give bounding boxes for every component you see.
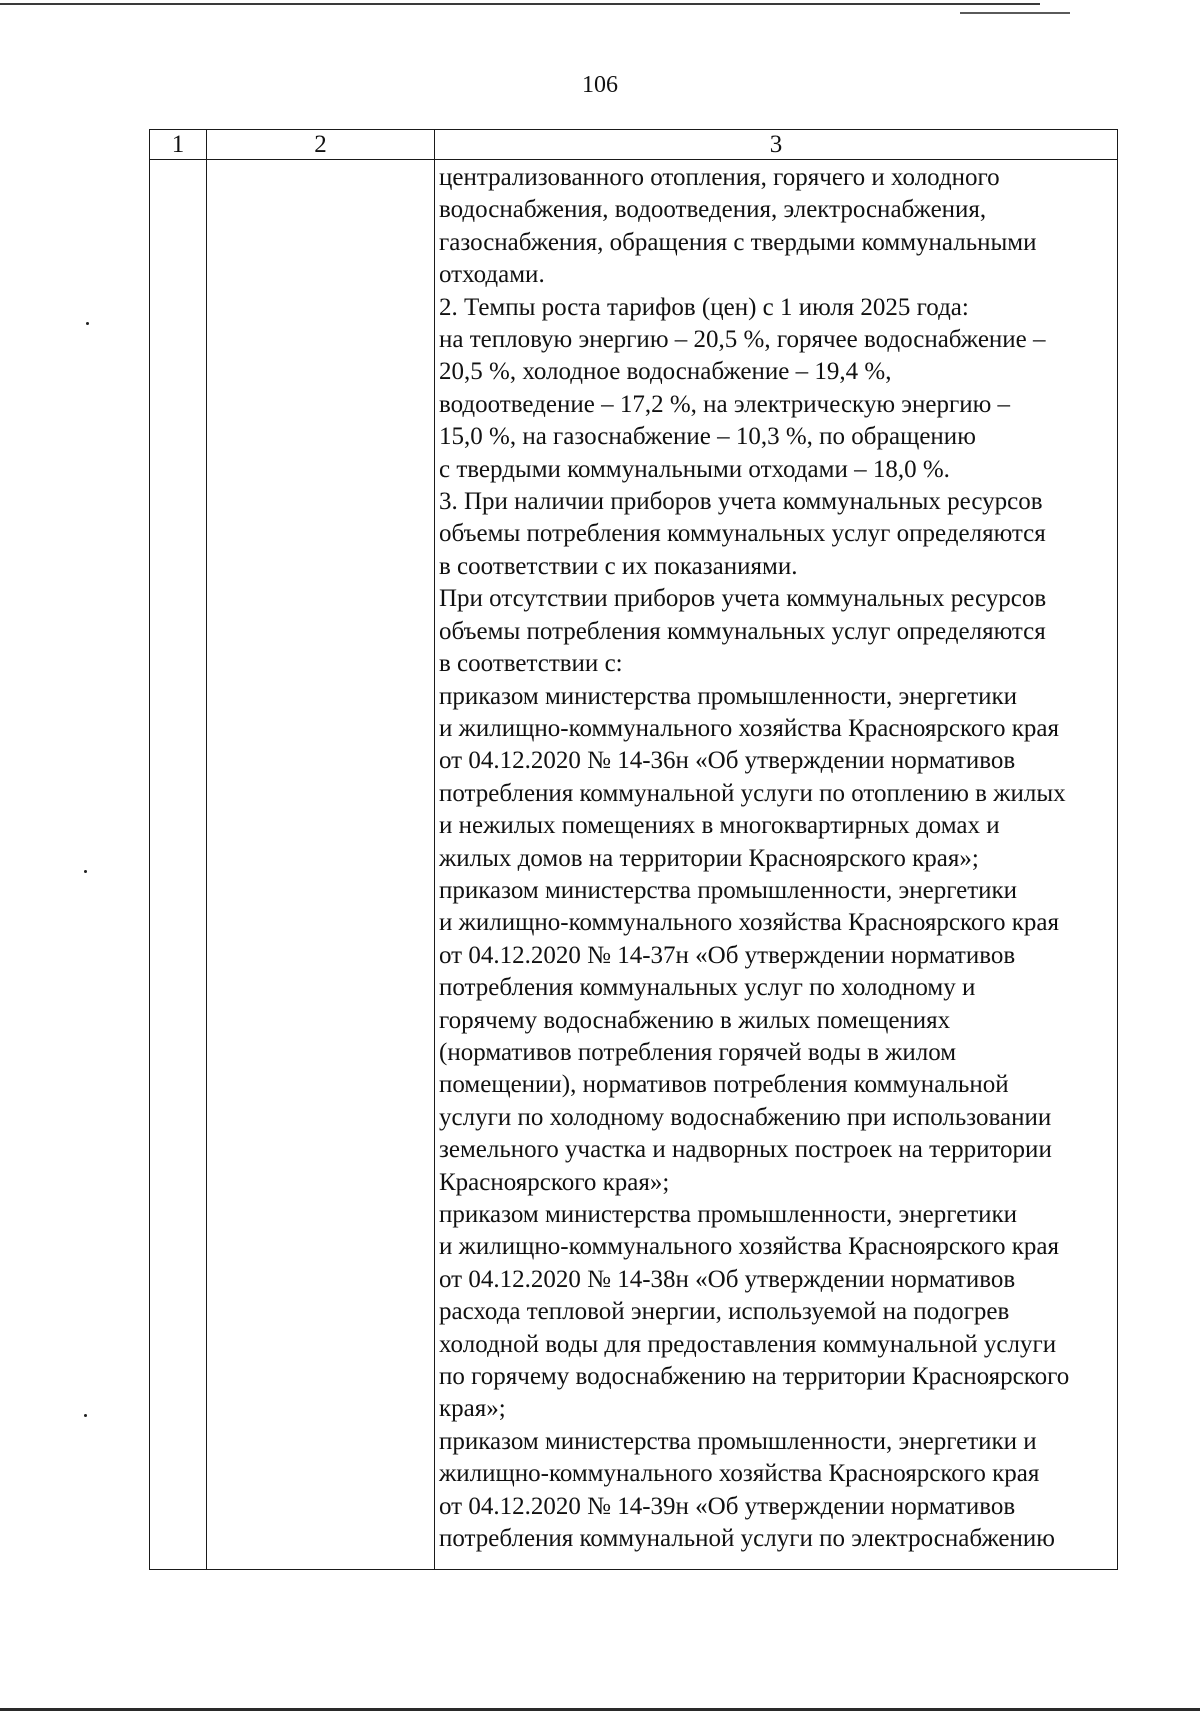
text-line: потребления коммунальной услуги по электроснабжению	[439, 1525, 1055, 1553]
column-header-1: 1	[150, 130, 207, 160]
text-line: и нежилых помещениях в многоквартирных домах и	[439, 812, 1000, 840]
text-line: и жилищно-коммунального хозяйства Красноярского края	[439, 909, 1059, 937]
text-line: и жилищно-коммунального хозяйства Красноярского края	[439, 714, 1059, 742]
text-line: от 04.12.2020 № 14-39н «Об утверждении нормативов	[439, 1492, 1016, 1520]
scan-edge-top	[0, 3, 1040, 5]
text-line: приказом министерства промышленности, энергетики	[439, 876, 1018, 904]
scan-speck	[84, 1414, 87, 1417]
text-line: приказом министерства промышленности, энергетики	[439, 682, 1018, 710]
text-line: жилищно-коммунального хозяйства Красноярского края	[439, 1460, 1040, 1488]
text-line: от 04.12.2020 № 14-38н «Об утверждении нормативов	[439, 1265, 1016, 1293]
text-line: 15,0 %, на газоснабжение – 10,3 %, по обращению	[439, 423, 976, 451]
text-line: объемы потребления коммунальных услуг определяются	[439, 617, 1046, 645]
column3-text	[439, 162, 1117, 1555]
text-line: объемы потребления коммунальных услуг определяются	[439, 520, 1046, 548]
text-line: Красноярского края»;	[439, 1168, 670, 1196]
text-line: по горячему водоснабжению на территории Красноярского	[439, 1363, 1070, 1391]
text-line: от 04.12.2020 № 14-37н «Об утверждении нормативов	[439, 941, 1016, 969]
column-header-2: 2	[207, 130, 435, 160]
cell-col2	[207, 160, 435, 1570]
text-line: водоснабжения, водоотведения, электроснабжения,	[439, 196, 987, 224]
text-line: и жилищно-коммунального хозяйства Красноярского края	[439, 1233, 1059, 1261]
text-line: в соответствии с их показаниями.	[439, 552, 798, 580]
cell-col1	[150, 160, 207, 1570]
text-line: расхода тепловой энергии, используемой на подогрев	[439, 1298, 1010, 1326]
text-line: с твердыми коммунальными отходами – 18,0 %.	[439, 455, 950, 483]
scan-edge-bottom	[0, 1708, 1200, 1711]
text-line: газоснабжения, обращения с твердыми коммунальными	[439, 228, 1037, 256]
scan-speck	[86, 322, 89, 325]
text-line: потребления коммунальной услуги по отоплению в жилых	[439, 779, 1066, 807]
text-line: края»;	[439, 1395, 506, 1423]
text-line: в соответствии с:	[439, 650, 623, 678]
document-table	[149, 129, 1118, 1570]
text-line: от 04.12.2020 № 14-36н «Об утверждении нормативов	[439, 747, 1016, 775]
text-line: жилых домов на территории Красноярского края»;	[439, 844, 979, 872]
text-line: водоотведение – 17,2 %, на электрическую энергию –	[439, 390, 1011, 418]
text-line: помещении), нормативов потребления коммунальной	[439, 1071, 1009, 1099]
text-line: отходами.	[439, 261, 545, 289]
table-row	[150, 160, 1118, 1570]
text-line: земельного участка и надворных построек на территории	[439, 1136, 1052, 1164]
text-line: При отсутствии приборов учета коммунальных ресурсов	[439, 585, 1047, 613]
text-line: потребления коммунальных услуг по холодному и	[439, 974, 976, 1002]
text-line: приказом министерства промышленности, энергетики и	[439, 1427, 1037, 1455]
text-line: горячему водоснабжению в жилых помещениях	[439, 1006, 951, 1034]
cell-col3	[435, 160, 1118, 1570]
scan-speck	[84, 870, 87, 873]
text-line: централизованного отопления, горячего и холодного	[439, 164, 1000, 191]
page-number: 106	[582, 72, 618, 98]
text-line: 3. При наличии приборов учета коммунальных ресурсов	[439, 488, 1043, 516]
scan-edge-top-right	[960, 12, 1070, 14]
text-line: (нормативов потребления горячей воды в жилом	[439, 1038, 957, 1066]
text-line: 20,5 %, холодное водоснабжение – 19,4 %,	[439, 358, 892, 386]
text-line: услуги по холодному водоснабжению при использовании	[439, 1103, 1052, 1131]
text-line: холодной воды для предоставления коммунальной услуги	[439, 1330, 1057, 1358]
table-header-row	[150, 130, 1118, 160]
text-line: 2. Темпы роста тарифов (цен) с 1 июля 2025 года:	[439, 293, 969, 321]
text-line: приказом министерства промышленности, энергетики	[439, 1201, 1018, 1228]
text-line: на тепловую энергию – 20,5 %, горячее водоснабжение –	[439, 326, 1046, 354]
column-header-3: 3	[435, 130, 1118, 160]
